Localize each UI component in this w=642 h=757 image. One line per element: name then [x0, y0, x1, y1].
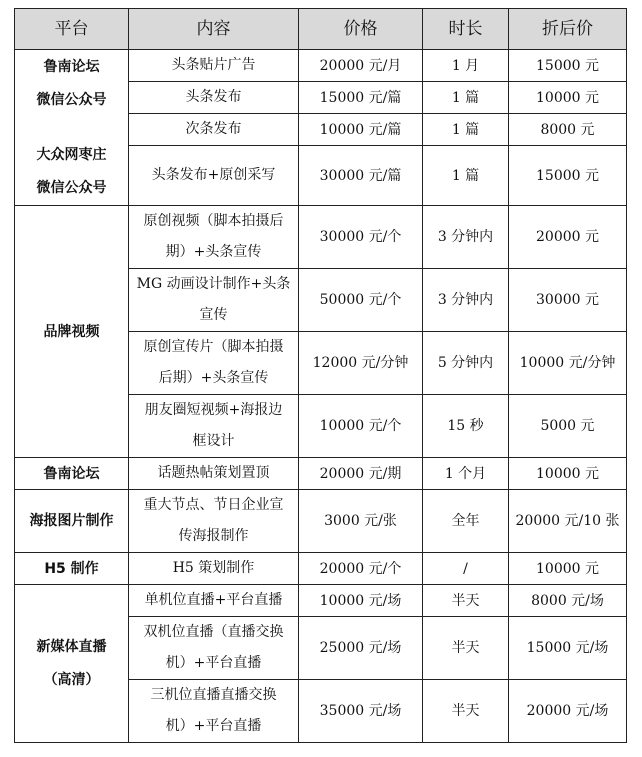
cell-duration: /: [423, 553, 509, 585]
cell-content: 单机位直播+平台直播: [129, 585, 299, 617]
cell-price: 10000 元/场: [299, 585, 423, 617]
cell-discount: 10000 元: [509, 458, 627, 490]
cell-content: [129, 617, 299, 680]
platform-live-line1: 新媒体直播: [36, 638, 107, 655]
cell-content: 头条发布+原创采写: [129, 146, 299, 206]
cell-content-line1: 朋友圈短视频+海报边: [144, 402, 283, 418]
cell-content-line2: 后期）+头条宣传: [158, 370, 269, 386]
platform-dazhong-wechat-line2: 微信公众号: [36, 179, 107, 196]
table-row: [15, 585, 627, 617]
cell-content: [129, 332, 299, 395]
cell-discount: 5000 元: [509, 395, 627, 458]
header-platform: 平台: [15, 9, 129, 50]
cell-content-line1: 三机位直播直播交换: [150, 687, 277, 703]
cell-discount: 20000 元: [509, 206, 627, 269]
cell-content-line2: 机）+平台直播: [165, 718, 262, 734]
cell-duration: 1 月: [423, 50, 509, 82]
cell-discount: 10000 元: [509, 553, 627, 585]
table-row: [15, 490, 627, 553]
platform-wechat-group: [15, 50, 129, 206]
cell-price: 30000 元/篇: [299, 146, 423, 206]
pricing-table: [14, 8, 627, 743]
cell-price: 20000 元/期: [299, 458, 423, 490]
cell-duration: 1 篇: [423, 114, 509, 146]
header-discount: 折后价: [509, 9, 627, 50]
table-row: [15, 553, 627, 585]
cell-content-line1: 双机位直播（直播交换: [143, 624, 284, 640]
cell-content: [129, 395, 299, 458]
header-price: 价格: [299, 9, 423, 50]
platform-dazhong-wechat-line1: 大众网枣庄: [36, 146, 107, 163]
cell-duration: 1 个月: [423, 458, 509, 490]
cell-discount: 15000 元/场: [509, 617, 627, 680]
cell-price: 25000 元/场: [299, 617, 423, 680]
cell-duration: 全年: [423, 490, 509, 553]
platform-lunan-wechat-line1: 鲁南论坛: [43, 58, 100, 75]
cell-price: 10000 元/篇: [299, 114, 423, 146]
cell-content: 次条发布: [129, 114, 299, 146]
cell-content-line1: 原创视频（脚本拍摄后: [143, 213, 284, 229]
cell-duration: 半天: [423, 680, 509, 743]
cell-discount: 15000 元: [509, 146, 627, 206]
cell-content-line2: 宣传: [199, 307, 228, 323]
cell-content: 话题热帖策划置顶: [129, 458, 299, 490]
cell-price: 20000 元/个: [299, 553, 423, 585]
cell-content: [129, 269, 299, 332]
cell-content: [129, 490, 299, 553]
cell-content-line1: 原创宣传片（脚本拍摄: [143, 339, 284, 355]
header-row: [15, 9, 627, 50]
cell-duration: 3 分钟内: [423, 269, 509, 332]
platform-live-line2: （高清）: [43, 671, 100, 688]
platform-live: [15, 585, 129, 743]
cell-price: 3000 元/张: [299, 490, 423, 553]
cell-discount: 8000 元: [509, 114, 627, 146]
cell-price: 20000 元/月: [299, 50, 423, 82]
header-content: 内容: [129, 9, 299, 50]
cell-duration: 半天: [423, 585, 509, 617]
platform-lunan-forum: 鲁南论坛: [15, 458, 129, 490]
cell-price: 10000 元/个: [299, 395, 423, 458]
platform-h5: H5 制作: [15, 553, 129, 585]
cell-discount: 10000 元/分钟: [509, 332, 627, 395]
cell-discount: 20000 元/10 张: [509, 490, 627, 553]
cell-discount: 8000 元/场: [509, 585, 627, 617]
cell-content-line2: 框设计: [192, 433, 235, 449]
cell-duration: 1 篇: [423, 82, 509, 114]
cell-content-line1: MG 动画设计制作+头条: [136, 276, 291, 292]
cell-discount: 15000 元: [509, 50, 627, 82]
table-row: [15, 458, 627, 490]
header-duration: 时长: [423, 9, 509, 50]
cell-price: 35000 元/场: [299, 680, 423, 743]
cell-duration: 15 秒: [423, 395, 509, 458]
cell-content-line1: 重大节点、节日企业宣: [143, 497, 284, 513]
cell-discount: 30000 元: [509, 269, 627, 332]
cell-duration: 3 分钟内: [423, 206, 509, 269]
cell-content: [129, 206, 299, 269]
cell-content: 头条贴片广告: [129, 50, 299, 82]
cell-price: 50000 元/个: [299, 269, 423, 332]
cell-content: [129, 680, 299, 743]
cell-content-line2: 期）+头条宣传: [165, 244, 262, 260]
platform-lunan-wechat-line2: 微信公众号: [36, 91, 107, 108]
cell-discount: 10000 元: [509, 82, 627, 114]
platform-brand-video: 品牌视频: [15, 206, 129, 458]
cell-discount: 20000 元/场: [509, 680, 627, 743]
cell-duration: 5 分钟内: [423, 332, 509, 395]
cell-content-line2: 机）+平台直播: [165, 655, 262, 671]
platform-poster: 海报图片制作: [15, 490, 129, 553]
cell-duration: 1 篇: [423, 146, 509, 206]
cell-content: 头条发布: [129, 82, 299, 114]
table-row: [15, 206, 627, 269]
cell-content: H5 策划制作: [129, 553, 299, 585]
cell-price: 15000 元/篇: [299, 82, 423, 114]
cell-duration: 半天: [423, 617, 509, 680]
table-row: [15, 50, 627, 82]
cell-price: 12000 元/分钟: [299, 332, 423, 395]
cell-content-line2: 传海报制作: [178, 528, 249, 544]
cell-price: 30000 元/个: [299, 206, 423, 269]
